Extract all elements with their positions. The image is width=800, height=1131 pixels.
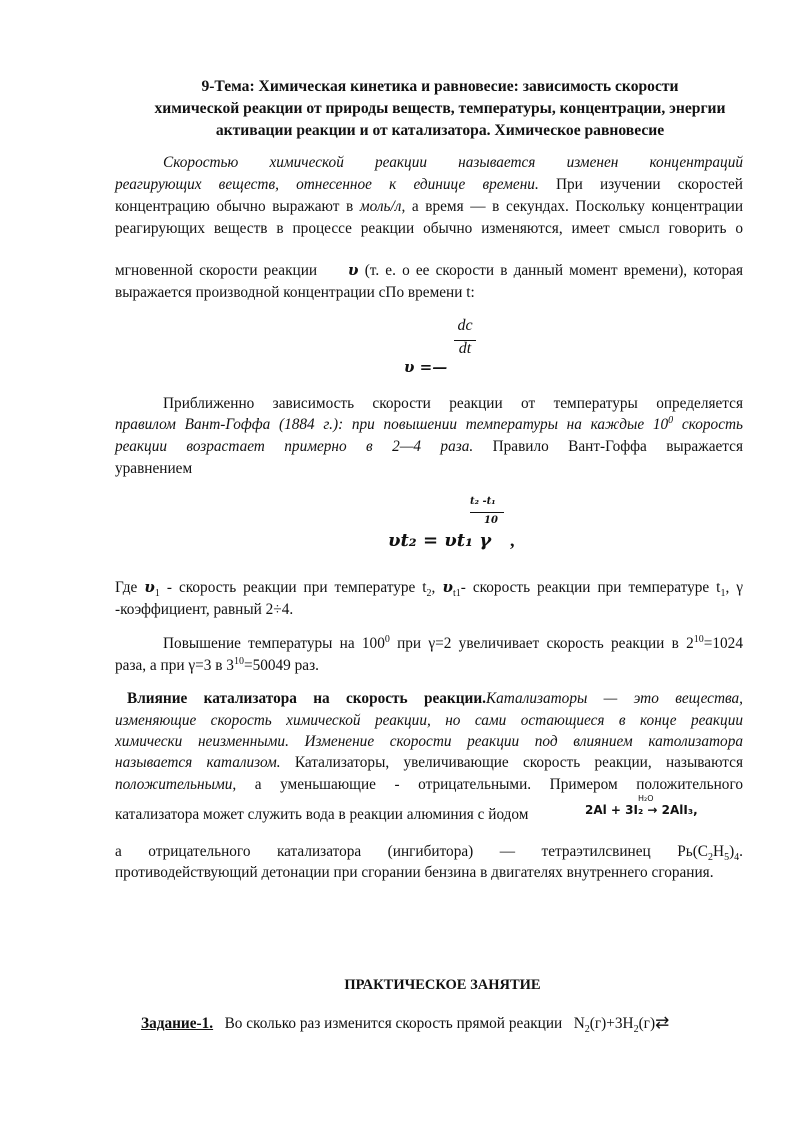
para2-rule: реакции возрастает примерно в 2—4 раза. (115, 438, 474, 455)
para5-line5-rest: а уменьшающие - отрицательными. Примером положительного (236, 776, 743, 793)
para4-c: =1024 (703, 635, 743, 652)
para1-line3-a: концентрацию обычно выражают в (115, 198, 360, 215)
formula-h: (г)+3H (589, 1015, 634, 1032)
para2-line3-b: Правило Вант-Гоффа выражается (473, 438, 743, 455)
para3-where: Где (115, 579, 145, 596)
para1-line6: выражается производной концентрации сПо времени t: (115, 284, 475, 301)
para4-sup-1: 0 (384, 633, 390, 645)
para1-line5-a: мгновенной скорости реакции (115, 262, 318, 279)
equilibrium-arrows-icon: ⇄ (655, 1013, 670, 1033)
formula2-exponent-bottom: 10 (484, 515, 498, 526)
para4-sup-3: 10 (233, 655, 244, 667)
velocity-symbol: υ (347, 261, 359, 279)
formula2-comma: , (510, 530, 515, 550)
para5-line1 (115, 688, 743, 710)
para4-d: раза, а при γ=3 в 3 (115, 657, 234, 674)
para6-c: ) (729, 843, 735, 860)
para2-line4: уравнением (115, 460, 193, 477)
formula1-lhs: υ =— (404, 358, 448, 376)
para1-line5 (115, 260, 743, 282)
para3-line1 (115, 577, 743, 599)
para3-sub-4: 1 (720, 588, 726, 600)
formula1-denominator: dt (458, 340, 472, 357)
formula-sub-2: 2 (633, 1024, 639, 1036)
velocity-symbol-2: υ (442, 578, 453, 596)
title-line-1: 9-Тема: Химическая кинетика и равновесие: зависимость скорости (201, 78, 679, 95)
para1-line3 (115, 196, 743, 218)
para3-sub-1: 1 (154, 588, 160, 600)
para5-line6: катализатора может служить вода в реакции алюминия с йодом (115, 806, 529, 823)
para5-line4 (115, 752, 743, 774)
para4-line1 (115, 633, 743, 655)
para6-line2: противодействующий детонации при сгорании бензина в двигателях внутреннего сгорания. (115, 864, 714, 881)
para4-a: Повышение температуры на 100 (163, 635, 385, 652)
para1-line5-b: (т. е. о ее скорости в данный момент времени), которая (364, 262, 744, 279)
formula2-exponent-top: t₂ -t₁ (470, 496, 496, 507)
para6-sub-1: 2 (708, 852, 713, 864)
title-line-2: химической реакции от природы веществ, температуры, концентрации, энергии (154, 100, 726, 117)
para6-line1 (115, 841, 743, 863)
formula-n: N (573, 1015, 585, 1032)
para4-e: =50049 раз. (243, 657, 319, 674)
para2-line1: Приближенно зависимость скорости реакции от температуры определяется (163, 395, 743, 412)
para1-definition: реагирующих веществ, отнесенное к единице времени. (115, 176, 539, 193)
para3-gamma: , γ (725, 579, 744, 596)
title-line-3: активации реакции и от катализатора. Химическое равновесие (215, 122, 665, 139)
para3-line2: -коэффициент, равный 2÷4. (115, 601, 294, 618)
para2-line3 (115, 436, 743, 458)
task-1-text: Во сколько раз изменится скорость прямой реакции (224, 1015, 563, 1032)
para2-line2 (115, 414, 743, 436)
para4-line2 (115, 655, 743, 677)
para1-unit: моль/л, (359, 198, 406, 215)
formula-sub-1: 2 (584, 1024, 590, 1036)
para4-b: при γ=2 увеличивает скорость реакции в 2 (389, 635, 694, 652)
para1-line1: Скоростью химической реакции называется изменен концентраций (163, 154, 743, 171)
formula1-numerator: dc (457, 317, 473, 334)
catalysis-term: называется катализом. (115, 754, 281, 771)
para2-line2-a: правилом Вант-Гоффа (1884 г.): при повышении температуры на каждые 10 (115, 416, 669, 433)
reaction-catalyst: H₂O (638, 794, 654, 803)
para3-sub-2: 2 (426, 588, 432, 600)
para5-line5 (115, 774, 743, 796)
document-title (110, 76, 770, 142)
para6-sub-2: 5 (724, 852, 730, 864)
section-heading: ПРАКТИЧЕСКОЕ ЗАНЯТИЕ (344, 977, 541, 993)
para3-sub-3: t1 (452, 588, 461, 600)
velocity-symbol-1: υ (144, 578, 155, 596)
para1-line4: реагирующих веществ в процессе реакции обычно изменяются, имеет смысл говорить о (115, 220, 743, 237)
formula-end: (г) (638, 1015, 656, 1032)
para1-line2-rest: При изучении скоростей (538, 176, 743, 193)
task-1 (125, 1013, 670, 1036)
para5-line4-rest: Катализаторы, увеличивающие скорость реакции, называются (280, 754, 743, 771)
para6-b: H (713, 843, 725, 860)
positive-term: положительными, (115, 776, 237, 793)
para4-sup-2: 10 (693, 633, 704, 645)
para1-line2 (115, 174, 743, 196)
para3-text-1: - скорость реакции при температуре t (159, 579, 427, 596)
catalyst-heading: Влияние катализатора на скорость реакции. (127, 690, 486, 707)
catalyst-definition: Катализаторы — это вещества, (486, 690, 743, 707)
para3-sep: , (431, 579, 443, 596)
para6-a: а отрицательного катализатора (ингибитора) — тетраэтилсвинец Рь(С (115, 843, 708, 860)
para2-line2-b: скорость (673, 416, 743, 433)
para5-line2: изменяющие скорость химической реакции, но сами остающиеся в конце реакции (115, 712, 743, 729)
task-1-formula (573, 1013, 670, 1036)
formula2-body: υt₂ = υt₁ γ (388, 530, 492, 551)
para3-text-2: - скорость реакции при температуре t (460, 579, 721, 596)
formula2-exponent-bar (470, 512, 504, 513)
para6-sub-3: 4 (734, 852, 740, 864)
para5-line3: химически неизменными. Изменение скорости реакции под влиянием католизатора (115, 733, 743, 750)
task-1-label: Задание-1. (141, 1015, 214, 1032)
reaction-equation: 2Al + 3I₂ → 2AlI₃, (585, 803, 698, 817)
para2-sup: 0 (668, 414, 674, 426)
para6-d: . (739, 843, 743, 860)
para1-line3-c: а время — в секундах. Поскольку концентрации (405, 198, 744, 215)
